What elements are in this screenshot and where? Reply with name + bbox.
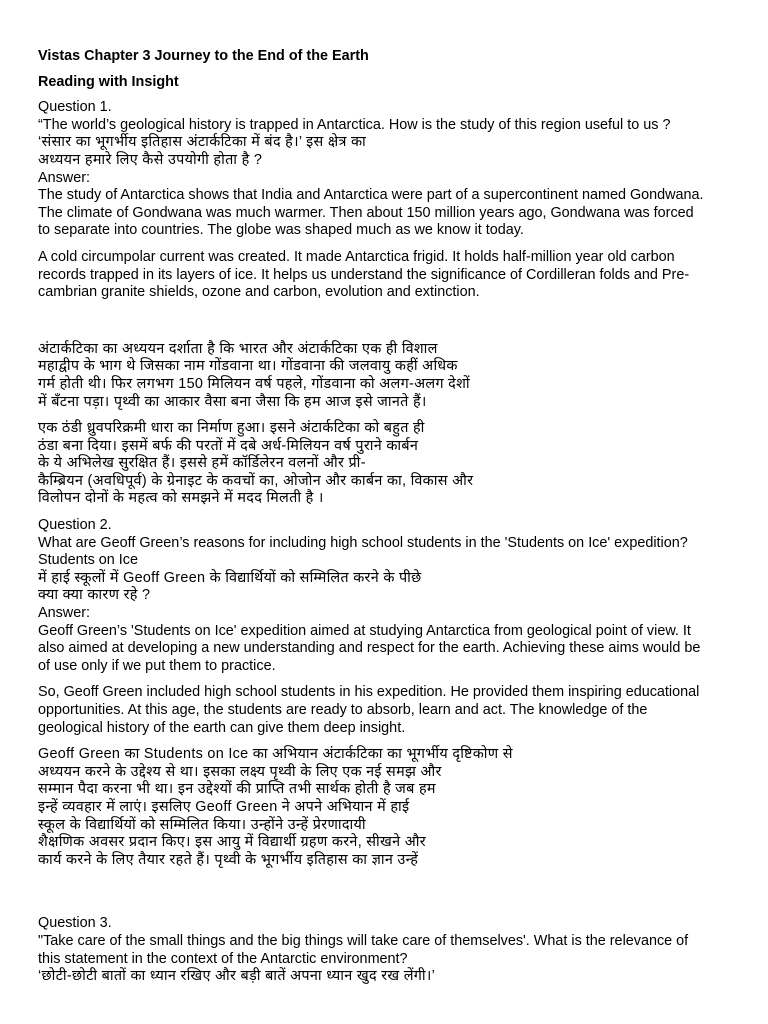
answer-label: Answer: — [38, 169, 90, 186]
answer-line-hindi: Geoff Green का Students on Ice का अभियान अंटार्कटिका का भूगर्भीय दृष्टिकोण से — [38, 746, 513, 763]
document-page — [38, 48, 738, 986]
question-text-hindi: में हाई स्कूलों में Geoff Green के विद्यार्थियों को सम्मिलित करने के पीछे — [38, 569, 422, 586]
answer-label: Answer: — [38, 605, 90, 622]
answer-line: cambrian granite shields, ozone and carbon, evolution and extinction. — [38, 284, 480, 301]
answer-line: The climate of Gondwana was much warmer. Then about 150 million years ago, Gondwana was forced — [38, 204, 694, 221]
answer-line: geological history of the earth can give them deep insight. — [38, 719, 406, 736]
document-title: Vistas Chapter 3 Journey to the End of the Earth — [38, 48, 369, 64]
question-label: Question 1. — [38, 99, 112, 116]
question-text-hindi: क्या क्या कारण रहे ? — [38, 587, 151, 604]
spacer — [38, 311, 738, 341]
answer-line: Geoff Green’s 'Students on Ice' expedition aimed at studying Antarctica from geological point of view. It — [38, 622, 691, 639]
answer-line-hindi: महाद्वीप के भाग थे जिसका नाम गोंडवाना था। गोंडवाना की जलवायु कहीं अधिक — [38, 358, 458, 375]
question-text-hindi: अध्ययन हमारे लिए कैसे उपयोगी होता है ? — [38, 151, 263, 168]
answer-line-hindi: शैक्षणिक अवसर प्रदान किए। इस आयु में विद्यार्थी ग्रहण करने, सीखने और — [38, 834, 426, 851]
answer-line-hindi: सम्मान पैदा करना भी था। इन उद्देश्यों की प्राप्ति तभी सार्थक होती है जब हम — [38, 781, 436, 798]
answer-paragraph-hindi — [38, 341, 738, 411]
answer-line: opportunities. At this age, the students are ready to absorb, learn and act. The knowledge of the — [38, 702, 648, 718]
answer-line-hindi: विलोपन दोनों के महत्व को समझने में मदद मिलती है । — [38, 490, 324, 507]
answer-line-hindi: के ये अभिलेख सुरक्षित हैं। इससे हमें कॉर्डिलेरन वलनों और प्री- — [38, 455, 366, 472]
answer-line-hindi: स्कूल के विद्यार्थियों को सम्मिलित किया। उन्होंने उन्हें प्रेरणादायी — [38, 816, 366, 833]
answer-line-hindi: एक ठंडी ध्रुवपरिक्रमी धारा का निर्माण हुआ। इसने अंटार्कटिका को बहुत ही — [38, 420, 425, 437]
answer-line: The study of Antarctica shows that India and Antarctica were part of a supercontinent named Gondwana. — [38, 187, 704, 204]
question-text: Students on Ice — [38, 552, 139, 569]
answer-line-hindi: में बँटना पड़ा। पृथ्वी का आकार वैसा बना जैसा कि हम आज इसे जानते हैं। — [38, 393, 427, 410]
answer-line-hindi: अध्ययन करने के उद्देश्य से था। इसका लक्ष्य पृथ्वी के लिए एक नई समझ और — [38, 763, 442, 780]
answer-line-hindi: ठंडा बना दिया। इसमें बर्फ की परतों में दबे अर्ध-मिलियन वर्ष पुराने कार्बन — [38, 437, 419, 454]
question-label: Question 3. — [38, 915, 112, 932]
answer-line: So, Geoff Green included high school students in his expedition. He provided them inspiring educational — [38, 684, 700, 701]
document-subtitle: Reading with Insight — [38, 73, 179, 90]
question-text: "Take care of the small things and the big things will take care of themselves'. What is the relevance of — [38, 932, 689, 949]
answer-line-hindi: इन्हें व्यवहार में लाएं। इसलिए Geoff Green ने अपने अभियान में हाई — [38, 798, 410, 815]
answer-line-hindi: गर्म होती थी। फिर लगभग 150 मिलियन वर्ष पहले, गोंडवाना को अलग-अलग देशों — [38, 375, 470, 392]
question-text: this statement in the context of the Antarctic environment? — [38, 950, 408, 967]
answer-line: also aimed at developing a new understanding and respect for the earth. Achieving these aims would be — [38, 640, 701, 657]
answer-line: to separate into countries. The globe was shaped much as we know it today. — [38, 222, 524, 239]
question-text: What are Geoff Green’s reasons for including high school students in the 'Students on Ice' expedition? — [38, 534, 688, 551]
question-2-block — [38, 517, 738, 623]
answer-paragraph — [38, 187, 738, 240]
answer-paragraph-hindi — [38, 420, 738, 508]
answer-paragraph — [38, 623, 738, 676]
question-text: “The world’s geological history is trapped in Antarctica. How is the study of this region useful to us ? — [38, 116, 671, 133]
question-3-block — [38, 915, 738, 985]
answer-line: A cold circumpolar current was created. It made Antarctica frigid. It holds half-million year old carbon — [38, 248, 675, 265]
answer-line-hindi: अंटार्कटिका का अध्ययन दर्शाता है कि भारत और अंटार्कटिका एक ही विशाल — [38, 340, 438, 357]
question-text-hindi: ‘संसार का भूगर्भीय इतिहास अंटार्कटिका में बंद है।’ इस क्षेत्र का — [38, 134, 367, 151]
answer-line-hindi: कैम्ब्रियन (अवधिपूर्व) के ग्रेनाइट के कवचों का, ओजोन और कार्बन का, विकास और — [38, 472, 474, 489]
spacer — [38, 878, 738, 915]
question-1-block — [38, 99, 738, 187]
answer-line-hindi: कार्य करने के लिए तैयार रहते हैं। पृथ्वी के भूगर्भीय इतिहास का ज्ञान उन्हें — [38, 851, 419, 868]
question-label: Question 2. — [38, 517, 112, 534]
answer-paragraph — [38, 249, 738, 302]
question-text-hindi: ‘छोटी-छोटी बातों का ध्यान रखिए और बड़ी बातें अपना ध्यान खुद रख लेंगी।’ — [38, 968, 436, 985]
answer-paragraph — [38, 684, 738, 737]
answer-line: of use only if we put them to practice. — [38, 657, 276, 674]
answer-paragraph-hindi — [38, 746, 738, 869]
answer-line: records trapped in its layers of ice. It helps us understand the significance of Cordilleran folds and Pre- — [38, 266, 690, 283]
